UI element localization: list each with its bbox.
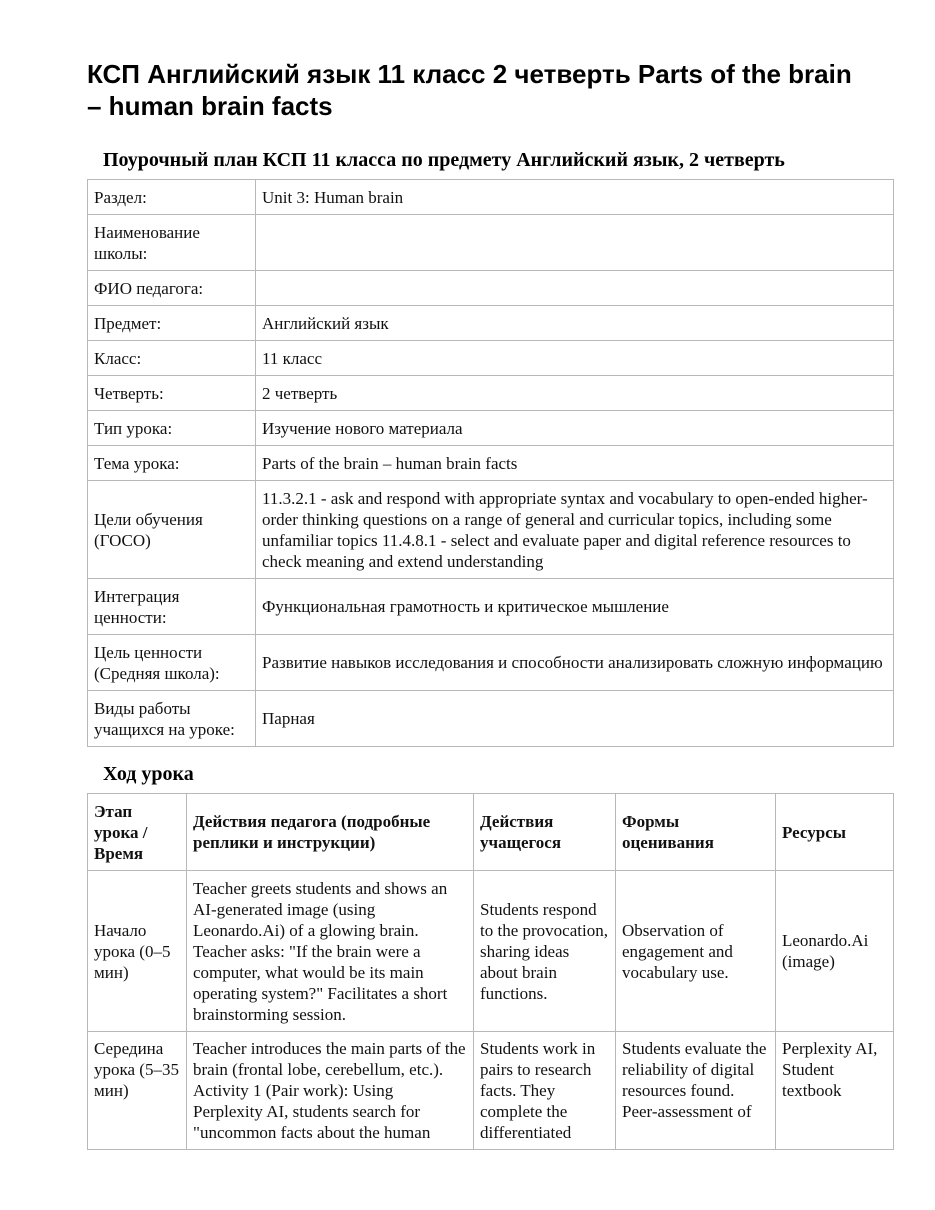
column-header-stage: Этап урока / Время bbox=[88, 794, 187, 871]
row-label: Раздел: bbox=[88, 180, 256, 215]
teacher-actions-cell: Teacher introduces the main parts of the brain (frontal lobe, cerebellum, etc.). Activity 1 (Pair work): Using Perplexity AI, students search for "uncommon facts about the human bbox=[187, 1032, 474, 1150]
resources-cell: Perplexity AI, Student textbook bbox=[776, 1032, 894, 1150]
row-value: Изучение нового материала bbox=[256, 411, 894, 446]
row-label: Цели обучения (ГОСО) bbox=[88, 481, 256, 579]
table-row bbox=[88, 271, 894, 306]
table-row bbox=[88, 306, 894, 341]
row-label: Цель ценности (Средняя школа): bbox=[88, 635, 256, 691]
row-value: Парная bbox=[256, 691, 894, 747]
lesson-progress-heading: Ход урока bbox=[103, 763, 194, 785]
row-label: Предмет: bbox=[88, 306, 256, 341]
plan-heading: Поурочный план КСП 11 класса по предмету Английский язык, 2 четверть bbox=[103, 149, 785, 171]
column-header-assessment: Формы оценивания bbox=[616, 794, 776, 871]
table-row bbox=[88, 446, 894, 481]
row-value: Функциональная грамотность и критическое мышление bbox=[256, 579, 894, 635]
row-label: Тема урока: bbox=[88, 446, 256, 481]
row-label: Четверть: bbox=[88, 376, 256, 411]
row-label: Наименование школы: bbox=[88, 215, 256, 271]
table-row bbox=[88, 579, 894, 635]
resources-cell: Leonardo.Ai (image) bbox=[776, 871, 894, 1032]
table-row bbox=[88, 411, 894, 446]
stage-cell: Середина урока (5–35 мин) bbox=[88, 1032, 187, 1150]
row-value: Развитие навыков исследования и способности анализировать сложную информацию bbox=[256, 635, 894, 691]
row-label: Виды работы учащихся на уроке: bbox=[88, 691, 256, 747]
table-header-row bbox=[88, 794, 894, 871]
table-row bbox=[88, 376, 894, 411]
lesson-plan-table bbox=[87, 179, 894, 747]
row-label: Класс: bbox=[88, 341, 256, 376]
row-value: 11.3.2.1 - ask and respond with appropriate syntax and vocabulary to open-ended higher-order thinking questions on a range of general and curricular topics, including some unfamiliar topics 11.4.8.1 - select and evaluate paper and digital reference resources to check meaning and extend understanding bbox=[256, 481, 894, 579]
student-actions-cell: Students respond to the provocation, sharing ideas about brain functions. bbox=[474, 871, 616, 1032]
table-row bbox=[88, 481, 894, 579]
row-value: 2 четверть bbox=[256, 376, 894, 411]
lesson-progress-table bbox=[87, 793, 894, 1150]
table-row bbox=[88, 871, 894, 1032]
teacher-actions-cell: Teacher greets students and shows an AI-generated image (using Leonardo.Ai) of a glowing brain. Teacher asks: "If the brain were a computer, what would be its main operating system?" Facilitates a short brainstorming session. bbox=[187, 871, 474, 1032]
assessment-cell: Observation of engagement and vocabulary use. bbox=[616, 871, 776, 1032]
table-row bbox=[88, 635, 894, 691]
student-actions-cell: Students work in pairs to research facts. They complete the differentiated bbox=[474, 1032, 616, 1150]
row-value bbox=[256, 271, 894, 306]
row-value: 11 класс bbox=[256, 341, 894, 376]
row-label: ФИО педагога: bbox=[88, 271, 256, 306]
table-row bbox=[88, 341, 894, 376]
row-value: Parts of the brain – human brain facts bbox=[256, 446, 894, 481]
assessment-cell: Students evaluate the reliability of digital resources found. Peer-assessment of bbox=[616, 1032, 776, 1150]
row-value: Unit 3: Human brain bbox=[256, 180, 894, 215]
column-header-teacher-actions: Действия педагога (подробные реплики и инструкции) bbox=[187, 794, 474, 871]
table-row bbox=[88, 1032, 894, 1150]
column-header-resources: Ресурсы bbox=[776, 794, 894, 871]
column-header-student-actions: Действия учащегося bbox=[474, 794, 616, 871]
stage-cell: Начало урока (0–5 мин) bbox=[88, 871, 187, 1032]
row-label: Тип урока: bbox=[88, 411, 256, 446]
document-title: КСП Английский язык 11 класс 2 четверть Parts of the brain – human brain facts bbox=[87, 59, 852, 121]
row-value: Английский язык bbox=[256, 306, 894, 341]
row-value bbox=[256, 215, 894, 271]
row-label: Интеграция ценности: bbox=[88, 579, 256, 635]
table-row bbox=[88, 691, 894, 747]
table-row bbox=[88, 180, 894, 215]
table-row bbox=[88, 215, 894, 271]
